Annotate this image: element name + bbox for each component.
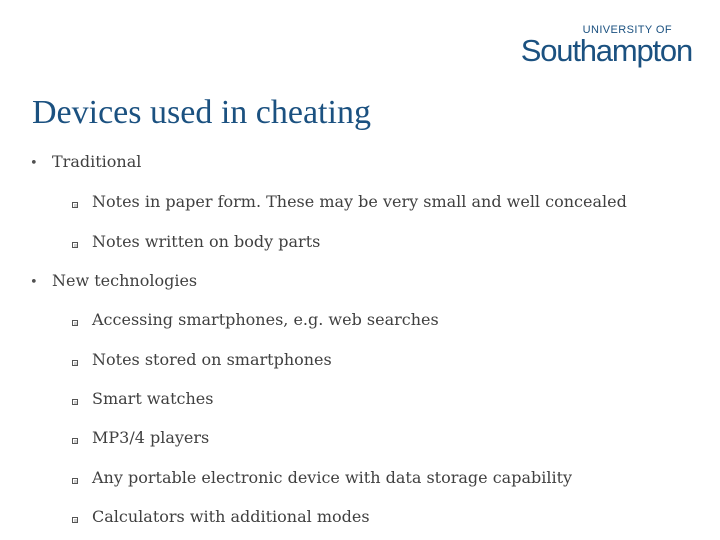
square-bullet-icon <box>72 242 78 248</box>
slide-title: Devices used in cheating <box>32 94 371 131</box>
sub-bullet-body-notes <box>72 232 320 252</box>
sub-bullet-text: Notes written on body parts <box>92 232 321 251</box>
square-bullet-icon <box>72 517 78 523</box>
bullet-traditional <box>30 152 141 174</box>
sub-bullet-text: MP3/4 players <box>92 428 210 447</box>
sub-bullet-text: Smart watches <box>92 389 214 408</box>
sub-bullet-text: Any portable electronic device with data storage capability <box>92 468 573 487</box>
square-bullet-icon <box>72 360 78 366</box>
sub-bullet-text: Accessing smartphones, e.g. web searches <box>92 310 439 329</box>
sub-bullet-paper-notes <box>72 192 627 212</box>
square-bullet-icon <box>72 399 78 405</box>
square-bullet-icon <box>72 320 78 326</box>
sub-bullet-text: Calculators with additional modes <box>92 507 370 526</box>
logo-line-southampton: Southampton <box>520 33 692 68</box>
bullet-text: New technologies <box>52 271 198 290</box>
bullet-dot-icon: • <box>30 156 38 171</box>
square-bullet-icon <box>72 438 78 444</box>
square-bullet-icon <box>72 202 78 208</box>
sub-bullet-mp3-players <box>72 428 209 448</box>
bullet-dot-icon: • <box>30 275 38 290</box>
sub-bullet-portable-device <box>72 468 572 488</box>
sub-bullet-text: Notes in paper form. These may be very small and well concealed <box>92 192 627 211</box>
university-logo <box>520 24 692 66</box>
sub-bullet-text: Notes stored on smartphones <box>92 350 332 369</box>
logo-line-university-of: UNIVERSITY OF <box>582 24 672 36</box>
sub-bullet-calculators <box>72 507 370 527</box>
bullet-text: Traditional <box>52 152 142 171</box>
sub-bullet-smartphone-search <box>72 310 439 330</box>
sub-bullet-smart-watches <box>72 389 213 409</box>
sub-bullet-smartphone-notes <box>72 350 332 370</box>
square-bullet-icon <box>72 478 78 484</box>
bullet-new-technologies <box>30 271 197 293</box>
